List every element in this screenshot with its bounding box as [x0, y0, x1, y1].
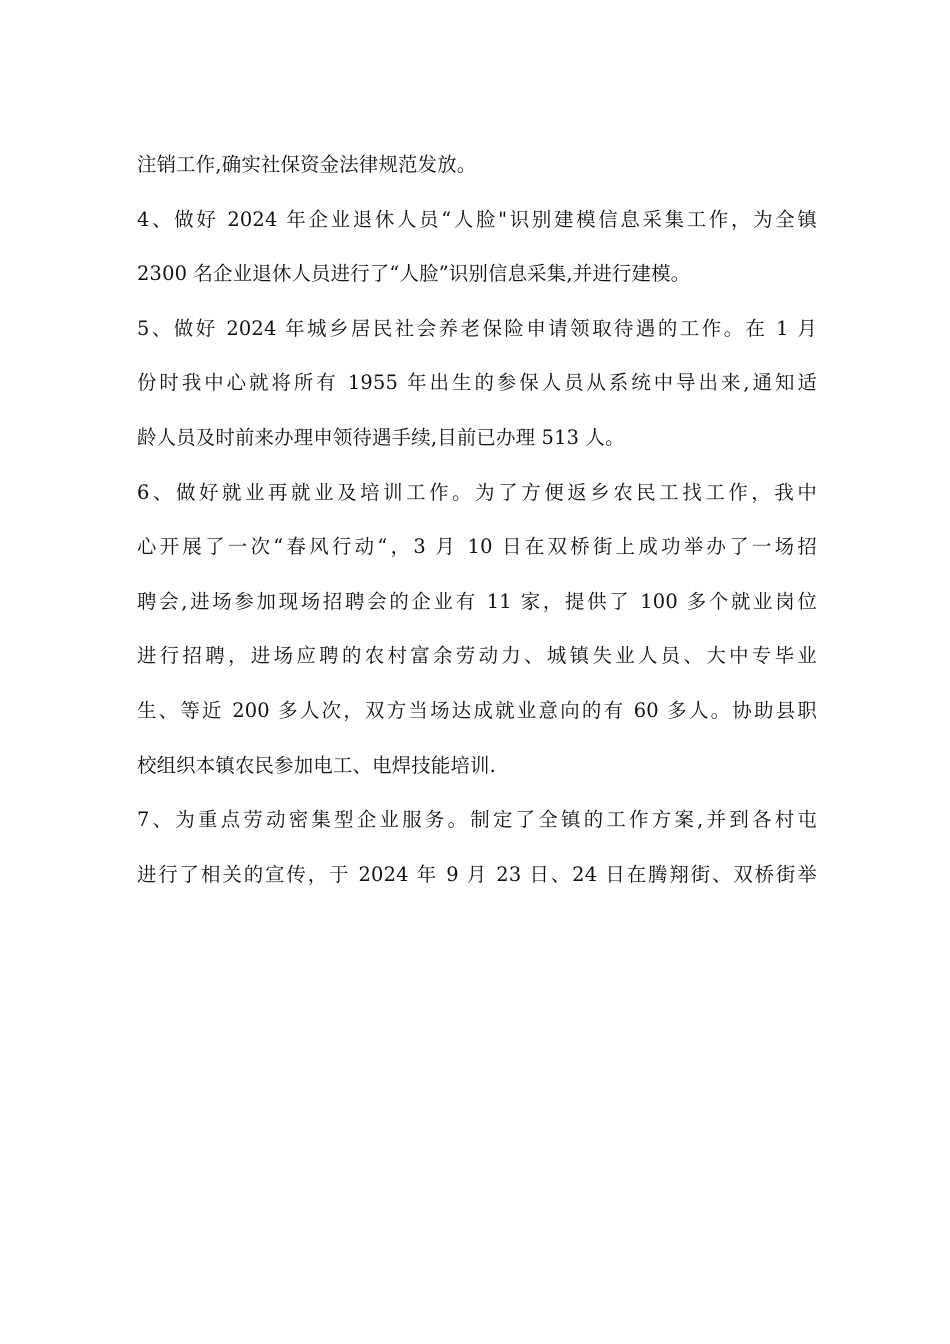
text-line: 龄人员及时前来办理申领待遇手续,目前已办理 513 人。: [137, 425, 625, 449]
text-line: 注销工作,确实社保资金法律规范发放。: [137, 153, 477, 176]
text-line: 生、等近 200 多人次，双方当场达成就业意向的有 60 多人。协助县职: [137, 698, 817, 722]
text-line: 4、做好 2024 年企业退休人员“人脸"识别建模信息采集工作，为全镇: [137, 207, 817, 231]
body-text: [137, 138, 817, 902]
text-line: 份时我中心就将所有 1955 年出生的参保人员从系统中导出来,通知适: [137, 371, 817, 395]
text-line: 6、做好就业再就业及培训工作。为了方便返乡农民工找工作，我中: [137, 480, 817, 504]
text-line: 心开展了一次“春风行动“，3 月 10 日在双桥街上成功举办了一场招: [137, 535, 817, 559]
text-line: 校组织本镇农民参加电工、电焊技能培训.: [137, 753, 496, 777]
text-line: 进行招聘，进场应聘的农村富余劳动力、城镇失业人员、大中专毕业: [137, 644, 817, 668]
text-line: 7、为重点劳动密集型企业服务。制定了全镇的工作方案,并到各村屯: [137, 808, 817, 832]
text-line: 2300 名企业退休人员进行了“人脸”识别信息采集,并进行建模。: [137, 262, 691, 286]
text-line: 进行了相关的宣传，于 2024 年 9 月 23 日、24 日在腾翔街、双桥街举: [137, 862, 817, 886]
text-line: 聘会,进场参加现场招聘会的企业有 11 家，提供了 100 多个就业岗位: [137, 589, 817, 613]
text-line: 5、做好 2024 年城乡居民社会养老保险申请领取待遇的工作。在 1 月: [137, 316, 817, 340]
